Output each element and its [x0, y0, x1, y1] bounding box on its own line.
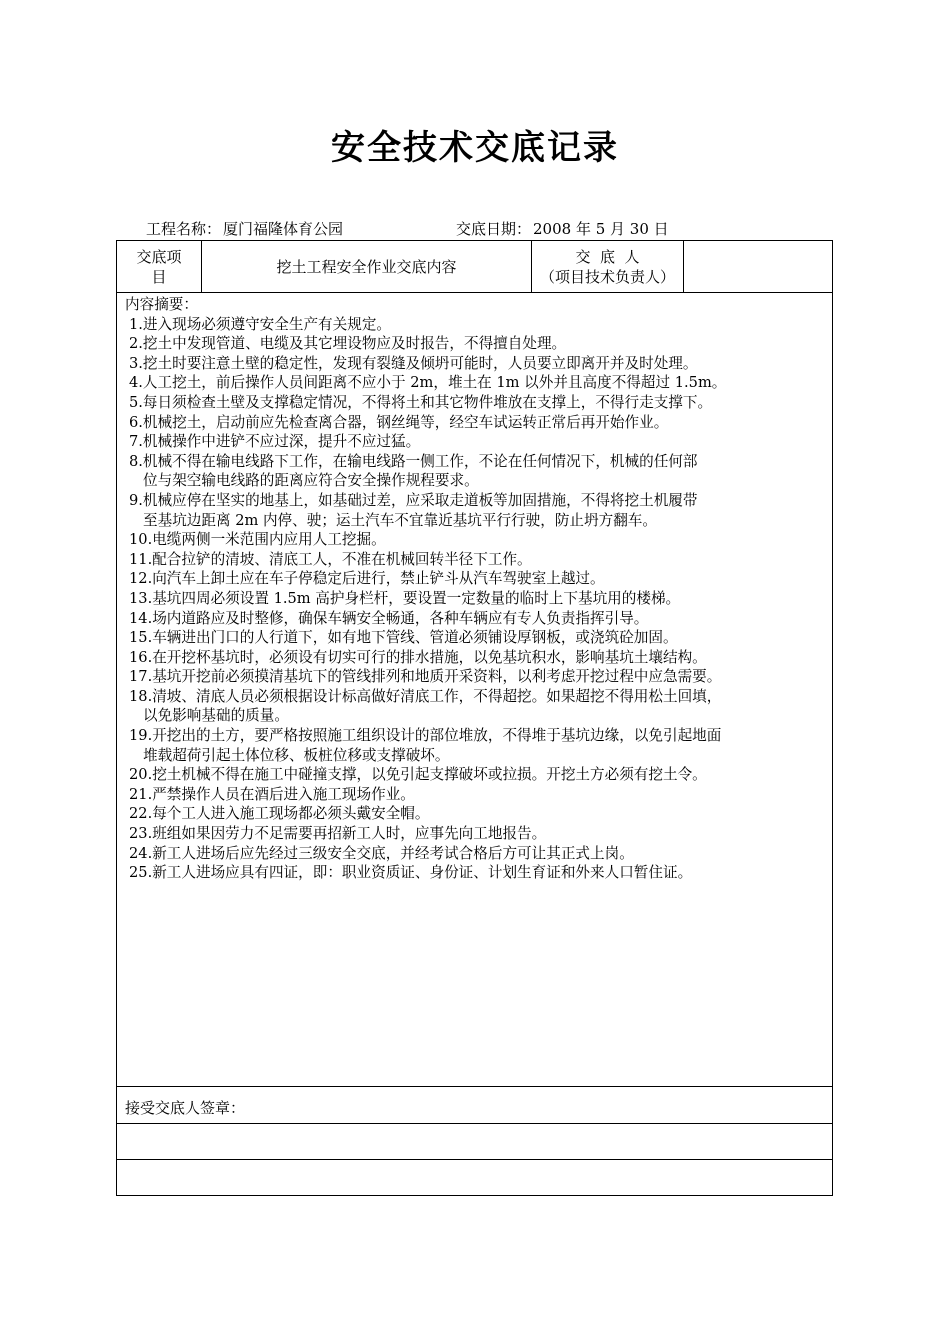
- content-item: [125, 863, 824, 883]
- content-item-text: 4.人工挖土，前后操作人员间距离不应小于 2m，堆土在 1m 以外并且高度不得超过 1.5m。: [129, 374, 727, 392]
- content-item: [125, 589, 824, 609]
- content-item-text: 12.向汽车上卸土应在车子停稳定后进行，禁止铲斗从汽车驾驶室上越过。: [129, 570, 605, 588]
- content-item: [125, 785, 824, 805]
- signature-section: [116, 1086, 833, 1196]
- content-item-text: 20.挖土机械不得在施工中碰撞支撑，以免引起支撑破坏或拉损。开挖土方必须有挖土令。: [129, 766, 707, 784]
- content-item: [125, 844, 824, 864]
- content-item: [125, 373, 824, 393]
- content-item: [125, 315, 824, 335]
- project-name: [146, 218, 343, 239]
- person-label: 交 底 人: [575, 248, 640, 266]
- project-name-label: 工程名称：: [146, 220, 222, 238]
- signature-label: 接受交底人签章：: [125, 1099, 246, 1117]
- content-item-text: 10.电缆两侧一米范围内应用人工挖掘。: [129, 531, 386, 549]
- content-item-text: 19.开挖出的土方，要严格按照施工组织设计的部位堆放，不得堆于基坑边缘，以免引起地面: [129, 727, 722, 745]
- content-item-text: 25.新工人进场应具有四证，即：职业资质证、身份证、计划生育证和外来人口暂住证。: [129, 864, 693, 882]
- content-item: [125, 569, 824, 589]
- content-item: [125, 550, 824, 570]
- signature-line-2[interactable]: [117, 1160, 832, 1195]
- person-sub-label: （项目技术负责人）: [539, 268, 675, 286]
- content-item-text: 13.基坑四周必须设置 1.5m 高护身栏杆，要设置一定数量的临时上下基坑用的楼梯。: [129, 589, 681, 607]
- content-item: [125, 413, 824, 433]
- content-item: [125, 824, 824, 844]
- content-item: [125, 354, 824, 374]
- content-item-text: 14.场内道路应及时整修，确保车辆安全畅通，各种车辆应有专人负责指挥引导。: [129, 609, 649, 627]
- page-title: 安全技术交底记录: [331, 128, 619, 168]
- content-item: [125, 452, 824, 491]
- content-item-text: 22.每个工人进入施工现场都必须头戴安全帽。: [129, 805, 430, 823]
- content-item: [125, 667, 824, 687]
- handover-date-label: 交底日期：: [456, 220, 532, 238]
- content-item: [125, 726, 824, 765]
- content-item-text: 23.班组如果因劳力不足需要再招新工人时，应事先向工地报告。: [129, 825, 547, 843]
- handover-date: [456, 218, 669, 239]
- content-item: [125, 334, 824, 354]
- content-item: [125, 648, 824, 668]
- content-item-text: 24.新工人进场后应先经过三级安全交底，并经考试合格后方可让其正式上岗。: [129, 844, 634, 862]
- content-item: [125, 687, 824, 726]
- table-header-row: [116, 240, 833, 293]
- content-item-text: 11.配合拉铲的清坡、清底工人，不准在机械回转半径下工作。: [129, 550, 532, 568]
- content-item-text: 17.基坑开挖前必须摸清基坑下的管线排列和地质开采资料，以利考虑开挖过程中应急需要。: [129, 668, 722, 686]
- content-item: [125, 491, 824, 530]
- project-name-value: 厦门福隆体育公园: [223, 220, 344, 238]
- content-item: [125, 432, 824, 452]
- content-item: [125, 765, 824, 785]
- content-item-text: 15.车辆进出门口的人行道下，如有地下管线、管道必须铺设厚钢板，或浇筑砼加固。: [129, 629, 678, 647]
- content-item: [125, 530, 824, 550]
- content-item-text: 21.严禁操作人员在酒后进入施工现场作业。: [129, 785, 415, 803]
- content-list: [125, 295, 824, 883]
- signature-line-1[interactable]: [117, 1124, 832, 1159]
- content-item-text: 2.挖土中发现管道、电缆及其它埋设物应及时报告，不得擅自处理。: [129, 335, 567, 353]
- person-label-group: [532, 247, 683, 287]
- content-item-text: 6.机械挖土，启动前应先检查离合器，钢丝绳等，经空车试运转正常后再开始作业。: [129, 413, 669, 431]
- content-item-continuation: 至基坑边距离 2m 内停、驶；运土汽车不宜靠近基坑平行行驶，防止坍方翻车。: [143, 511, 657, 529]
- content-item-continuation: 以免影响基础的质量。: [143, 707, 289, 725]
- item-label: 交底项 目: [136, 248, 182, 286]
- content-item-text: 7.机械操作中进铲不应过深，提升不应过猛。: [129, 433, 421, 451]
- content-item: [125, 804, 824, 824]
- handover-date-value: 2008 年 5 月 30 日: [533, 220, 669, 238]
- content-item-text: 1.进入现场必须遵守安全生产有关规定。: [129, 315, 392, 333]
- content-item-text: 5.每日须检查土壁及支撑稳定情况，不得将土和其它物件堆放在支撑上，不得行走支撑下。: [129, 393, 713, 411]
- content-item: [125, 609, 824, 629]
- content-item-text: 16.在开挖杯基坑时，必须设有切实可行的排水措施，以免基坑积水，影响基坑土壤结构。: [129, 648, 707, 666]
- content-item-continuation: 堆载超荷引起土体位移、板桩位移或支撑破坏。: [143, 746, 450, 764]
- content-item-text: 3.挖土时要注意土壁的稳定性，发现有裂缝及倾坍可能时，人员要立即离开并及时处理。: [129, 354, 698, 372]
- item-value: 挖土工程安全作业交底内容: [276, 258, 457, 276]
- content-section: [116, 292, 833, 1087]
- content-item-text: 9.机械应停在坚实的地基上，如基础过差，应采取走道板等加固措施，不得将挖土机履带: [129, 491, 698, 509]
- content-item: [125, 628, 824, 648]
- content-item-continuation: 位与架空输电线路的距离应符合安全操作规程要求。: [143, 472, 479, 490]
- content-item: [125, 393, 824, 413]
- content-heading: 内容摘要：: [125, 296, 198, 313]
- content-item-text: 18.清坡、清底人员必须根据设计标高做好清底工作，不得超挖。如果超挖不得用松土回填，: [129, 687, 722, 705]
- content-item-text: 8.机械不得在输电线路下工作，在输电线路一侧工作，不论在任何情况下，机械的任何部: [129, 452, 698, 470]
